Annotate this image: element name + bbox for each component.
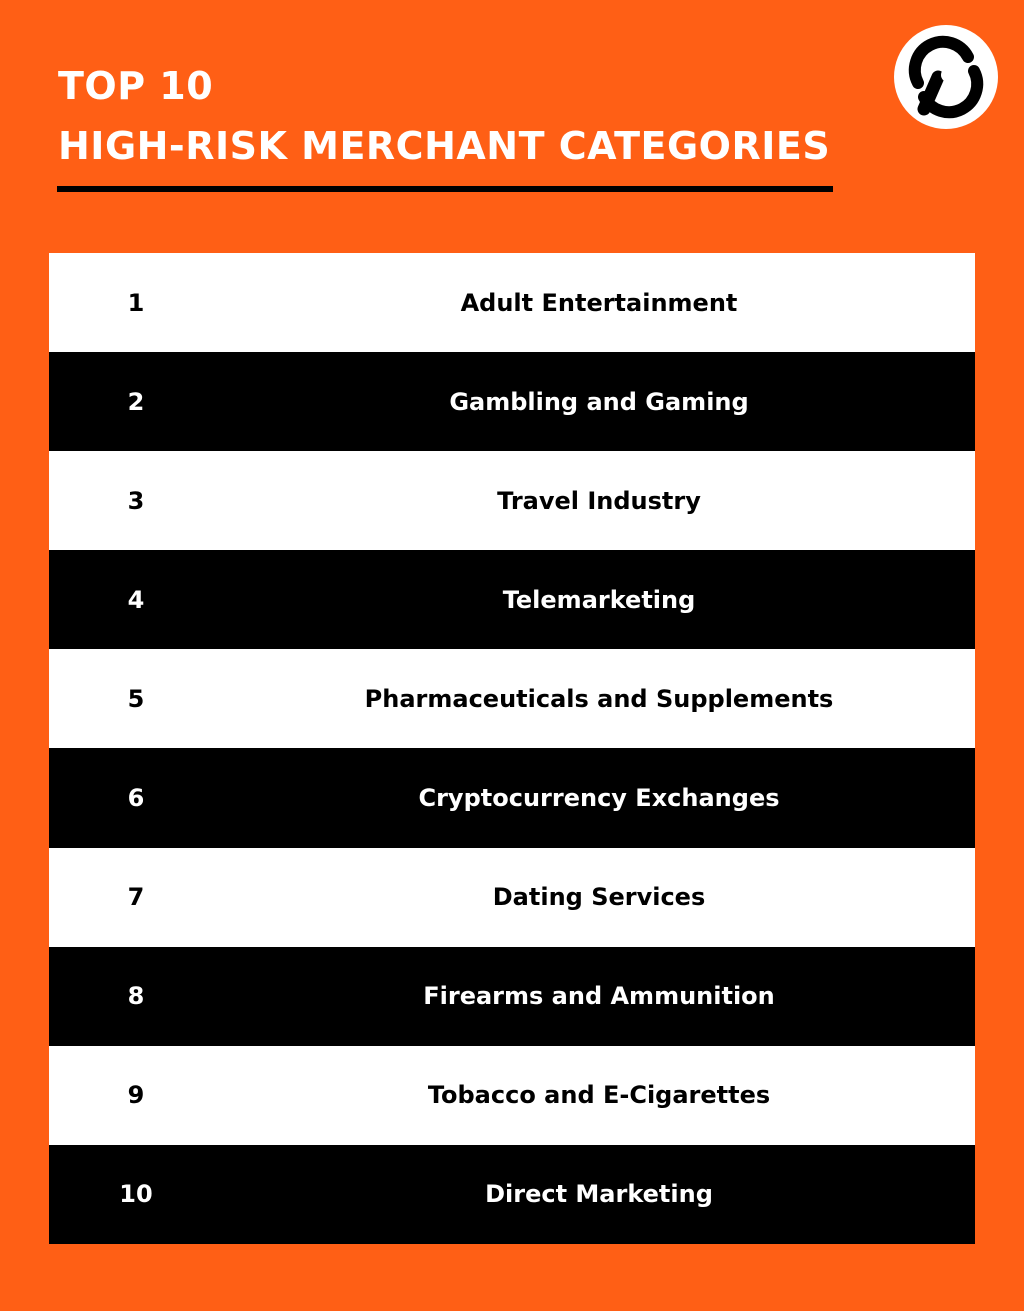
- title-underline: [57, 186, 833, 192]
- table-row: [49, 1145, 975, 1244]
- page-title: [58, 56, 830, 176]
- row-category: Adult Entertainment: [460, 288, 738, 317]
- row-category: Tobacco and E-Cigarettes: [427, 1081, 771, 1110]
- table-row: [49, 1046, 975, 1145]
- row-rank: 1: [127, 288, 145, 317]
- ranking-table: [49, 253, 975, 1244]
- row-category: Travel Industry: [497, 486, 701, 515]
- row-rank: 2: [127, 387, 145, 416]
- table-row: [49, 947, 975, 1046]
- table-row: [49, 748, 975, 847]
- table-row: [49, 848, 975, 947]
- brand-logo-icon: [894, 25, 998, 129]
- row-rank: 6: [127, 784, 145, 813]
- row-rank: 7: [127, 883, 145, 912]
- row-category: Gambling and Gaming: [449, 387, 749, 416]
- row-category: Pharmaceuticals and Supplements: [364, 684, 834, 713]
- row-category: Direct Marketing: [485, 1180, 713, 1209]
- row-rank: 3: [127, 486, 145, 515]
- title-line-top: TOP 10: [58, 64, 214, 108]
- row-category: Telemarketing: [502, 585, 696, 614]
- table-row: [49, 253, 975, 352]
- table-row: [49, 451, 975, 550]
- row-rank: 8: [127, 982, 145, 1011]
- row-rank: 5: [127, 684, 145, 713]
- row-category: Firearms and Ammunition: [423, 982, 775, 1011]
- table-row: [49, 550, 975, 649]
- row-rank: 10: [119, 1180, 153, 1209]
- row-category: Cryptocurrency Exchanges: [418, 784, 780, 813]
- row-category: Dating Services: [492, 883, 706, 912]
- table-row: [49, 649, 975, 748]
- table-row: [49, 352, 975, 451]
- title-line-main: HIGH-RISK MERCHANT CATEGORIES: [58, 124, 831, 168]
- row-rank: 9: [127, 1081, 145, 1110]
- row-rank: 4: [127, 585, 145, 614]
